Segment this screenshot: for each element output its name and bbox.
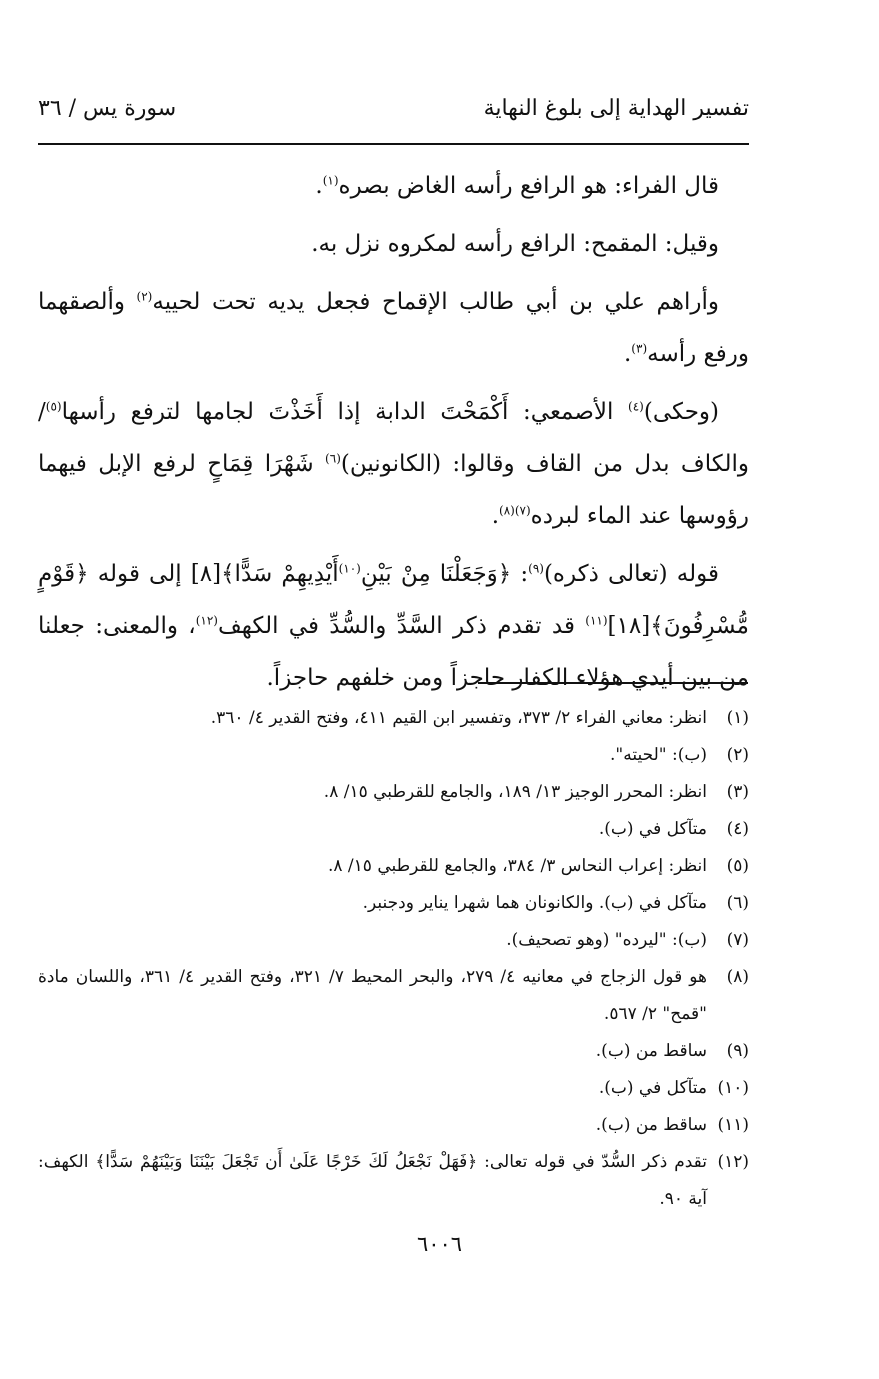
footnote-text: انظر: معاني الفراء ٢/ ٣٧٣، وتفسير ابن القيم ٤١١، وفتح القدير ٤/ ٣٦٠. [210,708,707,728]
footnote-number: (٦) [726,893,749,913]
footnote-item [38,1033,749,1070]
paragraph-text: وألصقهما ورفع رأسه [38,289,749,367]
paragraph-1 [38,160,749,212]
footnote-number: (١١) [717,1115,749,1135]
footnote-item [38,1070,749,1107]
quran-verse: ﴿قَوْمٍ مُّسْرِفُونَ﴾ [38,561,749,639]
footnote-number: (١) [726,708,749,728]
footnote-item [38,1144,749,1218]
footnote-separator [478,682,748,684]
surah-label: سورة يس / ٣٦ [38,96,177,121]
main-text [38,160,749,710]
footnote-text: ساقط من (ب). [595,1115,707,1135]
paragraph-end: . [623,341,632,367]
footnote-text: (ب): "لحيته". [610,745,707,765]
paragraph-text: قال الفراء: هو الرافع رأسه الغاض بصره [338,173,719,199]
footnote-number: (٩) [726,1041,749,1061]
paragraph-text: (وحكى) [643,399,719,425]
footnotes [38,700,749,1218]
footnote-text: هو قول الزجاج في معانيه ٤/ ٢٧٩، والبحر المحيط ٧/ ٣٢١، وفتح القدير ٤/ ٣٦١، واللسان مادة "قمح" ٢/ ٥٦٧. [38,967,707,1024]
footnote-ref: (٤) [628,399,644,414]
footnote-ref: (٣) [631,341,648,356]
quran-verse: ﴿وَجَعَلْنَا مِنْ بَيْنِ [360,561,512,587]
paragraph-text: وقيل: المقمح: الرافع رأسه لمكروه نزل به. [311,231,719,257]
footnote-text: متآكل في (ب). [598,1078,707,1098]
footnote-ref: (١١) [585,613,608,628]
paragraph-4 [38,386,749,542]
footnote-ref: (٦) [325,451,341,466]
footnote-number: (٣) [726,782,749,802]
footnote-ref: (٩) [528,561,544,576]
footnote-text: متآكل في (ب). والكانونان هما شهرا يناير ودجنبر. [362,893,707,913]
paragraph-text: / والكاف بدل من القاف وقالوا: (الكانونين) [38,399,749,477]
paragraph-text: [٨] إلى قوله [88,561,222,587]
footnote-item [38,700,749,737]
quran-verse: أَيْدِيهِمْ سَدًّا﴾ [221,561,339,587]
footnote-ref: (١) [322,173,339,188]
verse-number: [١٨] [607,613,651,639]
footnote-number: (٢) [726,745,749,765]
footnote-item [38,959,749,1033]
paragraph-3 [38,276,749,380]
paragraph-text: ، والمعنى: جعلنا من بين أيدي هؤلاء الكفار حاجزاً ومن خلفهم حاجزاً. [38,613,749,691]
book-title: تفسير الهداية إلى بلوغ النهاية [483,96,749,121]
paragraph-2 [38,218,749,270]
paragraph-5 [38,548,749,704]
footnote-item [38,885,749,922]
footnote-number: (٤) [726,819,749,839]
footnote-ref: (٥) [45,399,62,414]
page-number: ٦٠٠٦ [416,1232,463,1256]
paragraph-text: شَهْرَا قِمَاحٍ لرفع الإبل فيهما رؤوسها عند الماء لبرده [38,451,749,529]
paragraph-text: وأراهم علي بن أبي طالب الإقماح فجعل يديه تحت لحييه [152,289,719,315]
footnote-number: (١٢) [717,1152,749,1172]
footnote-item [38,774,749,811]
footnote-item [38,1107,749,1144]
footnote-text: (ب): "ليرده" (وهو تصحيف). [506,930,707,950]
running-header [38,96,749,140]
footnote-text: انظر: المحرر الوجيز ١٣/ ١٨٩، والجامع للقرطبي ١٥/ ٨. [323,782,707,802]
footnote-text: تقدم ذكر السُّدّ في قوله تعالى: ﴿فَهَلْ نَجْعَلُ لَكَ خَرْجًا عَلَىٰ أَن تَجْعَلَ بَيْنَنَا وَبَيْنَهُمْ سَدًّا﴾ الكهف: آية ٩٠. [38,1152,707,1209]
footnote-item [38,811,749,848]
paragraph-text: : [511,561,529,587]
footnote-ref: (١٢) [195,613,218,628]
paragraph-text: قد تقدم ذكر السَّدِّ والسُّدِّ في الكهف [217,613,586,639]
footnote-text: متآكل في (ب). [598,819,707,839]
footnote-item [38,922,749,959]
footnote-text: انظر: إعراب النحاس ٣/ ٣٨٤، والجامع للقرطبي ١٥/ ٨. [327,856,707,876]
paragraph-end: . [491,503,500,529]
footnote-ref: (١٠) [338,561,361,576]
header-rule [38,143,749,145]
footnote-ref: (٢) [136,289,153,304]
footnote-ref: (٧)(٨) [499,503,531,518]
footnote-item [38,848,749,885]
footnote-number: (٧) [726,930,749,950]
footnote-number: (٨) [726,967,749,987]
footnote-text: ساقط من (ب). [595,1041,707,1061]
paragraph-end: . [315,173,323,199]
footnote-number: (٥) [726,856,749,876]
paragraph-text: قوله (تعالى ذكره) [543,561,719,587]
paragraph-text: الأصمعي: أَكْمَحْتَ الدابة إذا أَخَذْتَ لجامها لترفع رأسها [61,399,629,425]
footnote-item [38,737,749,774]
footnote-number: (١٠) [717,1078,749,1098]
